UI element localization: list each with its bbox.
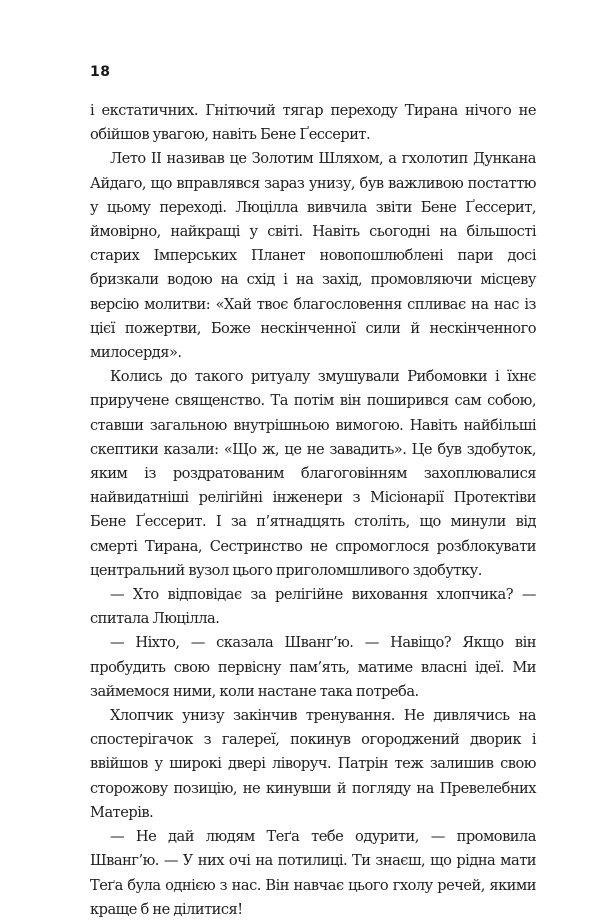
- paragraph: Колись до такого ритуалу змушували Рибомовки і їхнє приручене священство. Та потім він поширився сам собою, ставши загальною внутрішньою вимогою. Навіть найбільші скептики казали: «Що ж, це не завадить». Це був здобуток, яким із роздратованим благоговінням захоплювалися найвидатніші релігійні інженери з Місіонарії Протектіви Бене Ґессерит. І за п’ятнадцять століть, що минули від смерті Тирана, Сестринство не спромоглося розблокувати центральний вузол цього приголомшливого здобутку.: [90, 368, 536, 579]
- paragraph: Лето II називав це Золотим Шляхом, а гхолотип Дункана Айдаго, що вправлявся зараз унизу, був важливою постаттю у цьому переході. Люцілла вивчила звіти Бене Ґессерит, ймовірно, найкращі у світі. Навіть сьогодні на більшості старих Імперських Планет новопошлюблені пари досі бризкали водою на схід і на захід, промовляючи місцеву версію молитви: «Хай твоє благословення спливає на нас із цієї пожертви, Боже нескінченної сили й нескінченного милосердя».: [90, 150, 536, 362]
- paragraph: і екстатичних. Гнітючий тягар переходу Тирана нічого не обійшов увагою, навіть Бене Ґессерит.: [90, 102, 536, 144]
- body-text: [90, 99, 536, 922]
- paragraph: Хлопчик унизу закінчив тренування. Не дивлячись на спостерігачок з галереї, покинув огороджений дворик і ввійшов у широкі двері ліворуч. Патрін теж залишив свою сторожову позицію, не кинувши й погляду на Превелебних Матерів.: [90, 707, 536, 821]
- dialogue-paragraph: — Ніхто, — сказала Шванг’ю. — Навіщо? Якщо він пробудить свою первісну пам’ять, матиме власні ідеї. Ми займемося ними, коли настане така потреба.: [90, 634, 536, 700]
- dialogue-paragraph: — Хто відповідає за релігійне виховання хлопчика? — спитала Люцілла.: [90, 586, 536, 628]
- dialogue-paragraph: — Не дай людям Теґа тебе одурити, — промовила Шванг’ю. — У них очі на потилиці. Ти знаєш, що рідна мати Теґа була однією з нас. Він навчає цього гхолу речей, якими краще б не ділитися!: [90, 828, 536, 918]
- page-number: 18: [90, 64, 111, 80]
